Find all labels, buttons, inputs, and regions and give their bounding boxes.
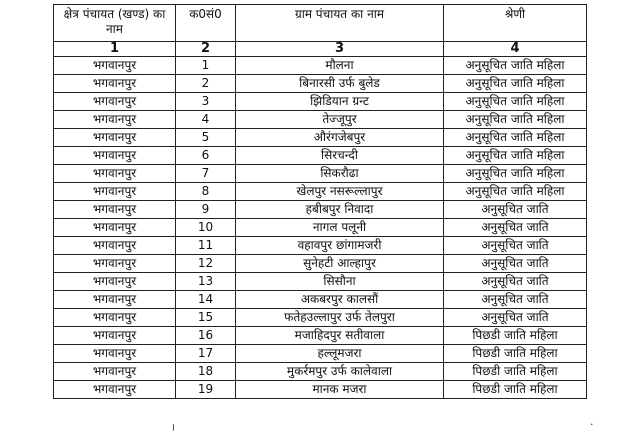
cell-serial-number: 4 (176, 111, 236, 129)
table-row (54, 165, 587, 183)
column-number-2: 2 (176, 42, 236, 57)
cell-gram-panchayat: नागल पलूनी (236, 219, 444, 237)
cell-category: अनुसूचित जाति महिला (444, 75, 587, 93)
cell-category: अनुसूचित जाति (444, 237, 587, 255)
cell-gram-panchayat: मानक मजरा (236, 381, 444, 399)
cell-block-name: भगवानपुर (54, 381, 176, 399)
cell-gram-panchayat: खेलपुर नसरूल्लापुर (236, 183, 444, 201)
cell-block-name: भगवानपुर (54, 237, 176, 255)
cell-category: अनुसूचित जाति (444, 255, 587, 273)
cell-block-name: भगवानपुर (54, 345, 176, 363)
cell-block-name: भगवानपुर (54, 255, 176, 273)
cell-serial-number: 16 (176, 327, 236, 345)
table-row (54, 345, 587, 363)
scan-mark: ╷ (170, 418, 177, 431)
cell-block-name: भगवानपुर (54, 273, 176, 291)
cell-category: पिछडी जाति महिला (444, 363, 587, 381)
header-gram-panchayat-name: ग्राम पंचायत का नाम (236, 5, 444, 42)
cell-block-name: भगवानपुर (54, 165, 176, 183)
cell-gram-panchayat: मजाहिदपुर सतीवाला (236, 327, 444, 345)
table-row (54, 273, 587, 291)
cell-serial-number: 17 (176, 345, 236, 363)
header-serial-number: क0सं0 (176, 5, 236, 42)
cell-serial-number: 13 (176, 273, 236, 291)
cell-serial-number: 9 (176, 201, 236, 219)
cell-serial-number: 3 (176, 93, 236, 111)
cell-gram-panchayat: अकबरपुर कालसौं (236, 291, 444, 309)
cell-block-name: भगवानपुर (54, 147, 176, 165)
cell-block-name: भगवानपुर (54, 201, 176, 219)
cell-serial-number: 5 (176, 129, 236, 147)
cell-block-name: भगवानपुर (54, 363, 176, 381)
table-row (54, 147, 587, 165)
table-row (54, 237, 587, 255)
table-row (54, 327, 587, 345)
table-body (54, 57, 587, 399)
cell-serial-number: 15 (176, 309, 236, 327)
cell-category: अनुसूचित जाति महिला (444, 57, 587, 75)
cell-serial-number: 2 (176, 75, 236, 93)
header-block-name: क्षेत्र पंचायत (खण्ड) का नाम (54, 5, 176, 42)
table-row (54, 201, 587, 219)
column-number-row (54, 42, 587, 57)
cell-category: अनुसूचित जाति (444, 309, 587, 327)
cell-category: अनुसूचित जाति (444, 273, 587, 291)
cell-serial-number: 18 (176, 363, 236, 381)
table-row (54, 291, 587, 309)
table-row (54, 75, 587, 93)
cell-block-name: भगवानपुर (54, 129, 176, 147)
cell-gram-panchayat: तेज्जूपुर (236, 111, 444, 129)
column-number-3: 3 (236, 42, 444, 57)
cell-gram-panchayat: बिनारसी उर्फ बुलेड (236, 75, 444, 93)
cell-gram-panchayat: झिडियान ग्रन्ट (236, 93, 444, 111)
cell-category: अनुसूचित जाति महिला (444, 147, 587, 165)
cell-category: अनुसूचित जाति (444, 201, 587, 219)
cell-gram-panchayat: फतेहउल्लापुर उर्फ तेलपुरा (236, 309, 444, 327)
cell-serial-number: 10 (176, 219, 236, 237)
column-number-1: 1 (54, 42, 176, 57)
table-row (54, 381, 587, 399)
cell-category: अनुसूचित जाति महिला (444, 93, 587, 111)
table-row (54, 93, 587, 111)
cell-category: अनुसूचित जाति महिला (444, 183, 587, 201)
cell-category: अनुसूचित जाति महिला (444, 129, 587, 147)
bottom-scan-marks (0, 418, 619, 431)
cell-serial-number: 8 (176, 183, 236, 201)
cell-block-name: भगवानपुर (54, 309, 176, 327)
table-row (54, 363, 587, 381)
table-row (54, 183, 587, 201)
cell-category: अनुसूचित जाति (444, 219, 587, 237)
cell-gram-panchayat: सुनेहटी आल्हापुर (236, 255, 444, 273)
cell-gram-panchayat: सिकरौढा (236, 165, 444, 183)
scan-mark: · (590, 418, 594, 431)
cell-block-name: भगवानपुर (54, 57, 176, 75)
header-category: श्रेणी (444, 5, 587, 42)
table-row (54, 129, 587, 147)
cell-gram-panchayat: मुकर्रमपुर उर्फ कालेवाला (236, 363, 444, 381)
cell-block-name: भगवानपुर (54, 75, 176, 93)
cell-gram-panchayat: औरंगजेबपुर (236, 129, 444, 147)
cell-serial-number: 14 (176, 291, 236, 309)
cell-serial-number: 11 (176, 237, 236, 255)
header-row (54, 5, 587, 42)
cell-block-name: भगवानपुर (54, 327, 176, 345)
cell-serial-number: 1 (176, 57, 236, 75)
cell-gram-panchayat: मौलना (236, 57, 444, 75)
cell-block-name: भगवानपुर (54, 93, 176, 111)
column-number-4: 4 (444, 42, 587, 57)
cell-gram-panchayat: हल्लूमजरा (236, 345, 444, 363)
table-row (54, 309, 587, 327)
cell-category: अनुसूचित जाति (444, 291, 587, 309)
cell-serial-number: 7 (176, 165, 236, 183)
cell-gram-panchayat: सिसौना (236, 273, 444, 291)
cell-block-name: भगवानपुर (54, 291, 176, 309)
cell-gram-panchayat: हबीबपुर निवादा (236, 201, 444, 219)
cell-category: अनुसूचित जाति महिला (444, 111, 587, 129)
cell-category: पिछडी जाति महिला (444, 345, 587, 363)
table-row (54, 57, 587, 75)
cell-block-name: भगवानपुर (54, 111, 176, 129)
table-row (54, 111, 587, 129)
cell-category: पिछडी जाति महिला (444, 381, 587, 399)
cell-gram-panchayat: वहावपुर छांगामजरी (236, 237, 444, 255)
cell-serial-number: 12 (176, 255, 236, 273)
cell-serial-number: 19 (176, 381, 236, 399)
cell-serial-number: 6 (176, 147, 236, 165)
cell-category: पिछडी जाति महिला (444, 327, 587, 345)
cell-block-name: भगवानपुर (54, 183, 176, 201)
cell-category: अनुसूचित जाति महिला (444, 165, 587, 183)
cell-gram-panchayat: सिरचन्दी (236, 147, 444, 165)
reservation-table (53, 4, 587, 399)
table-row (54, 219, 587, 237)
cell-block-name: भगवानपुर (54, 219, 176, 237)
table-row (54, 255, 587, 273)
